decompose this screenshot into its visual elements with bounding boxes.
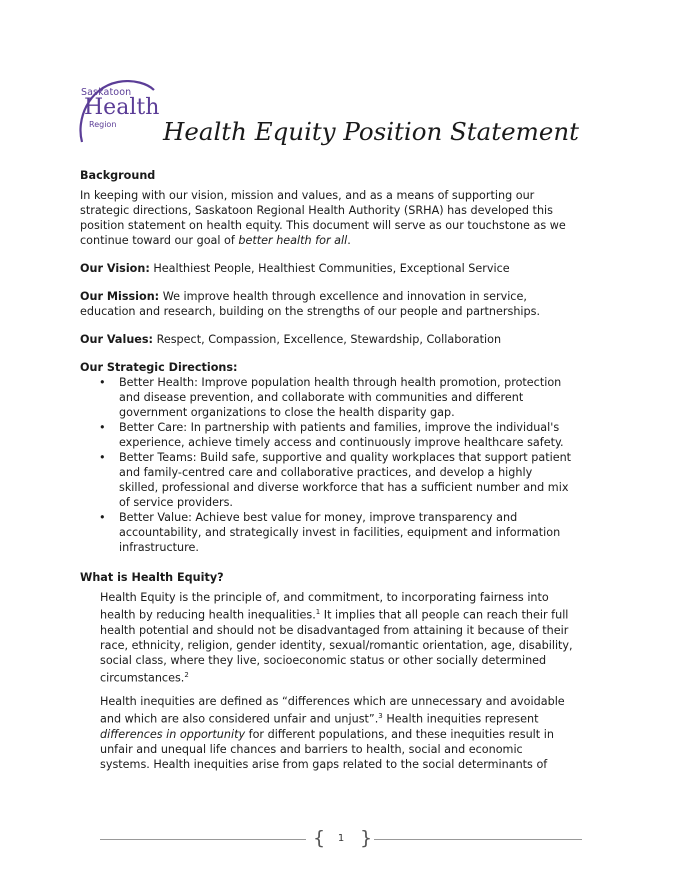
bullet-icon: • [99,376,106,389]
list-item-line: Better Value: Achieve best value for money, improve transparency and [119,511,518,524]
list-item-line: accountability, and strategically invest in facilities, equipment and information [119,526,561,539]
equity-heading: What is Health Equity? [80,571,224,584]
footer-rule-left [100,839,306,840]
logo-text-saskatoon: Saskatoon [81,87,132,98]
mission-statement [80,289,600,304]
list-item-line: government organizations to close the health disparity gap. [119,406,455,419]
list-item-line: Better Teams: Build safe, supportive and quality workplaces that support patient [119,451,572,464]
list-item [80,420,600,450]
background-line: In keeping with our vision, mission and values, and as a means of supporting our [80,189,535,202]
equity-paragraph-1 [80,590,600,685]
paragraph-line: Health Equity is the principle of, and commitment, to incorporating fairness into [100,591,549,604]
equity-paragraph-2 [80,694,600,772]
vision-statement [80,261,600,276]
paragraph-line [100,668,600,686]
background-line: position statement on health equity. This document will serve as our touchstone as we [80,219,566,232]
list-item-line: experience, achieve timely access and continuously improve healthcare safety. [119,436,564,449]
logo-text-health: Health [84,95,160,120]
list-item [80,510,600,555]
mission-line: education and research, building on the strengths of our people and partnerships. [80,305,541,318]
text-span: for different populations, and these inequities result in [245,728,554,742]
mission-text: We improve health through excellence and innovation in service, [159,290,527,303]
vision-label: Our Vision: [80,262,150,275]
footnote-ref: 2 [184,670,189,679]
emphasis-text: differences in opportunity [100,728,246,742]
vision-text: Healthiest People, Healthiest Communities, Exceptional Service [149,262,510,275]
background-line [80,233,600,248]
mission-label: Our Mission: [80,290,160,303]
text-span: health by reducing health inequalities. [100,608,316,622]
background-line: strategic directions, Saskatoon Regional Health Authority (SRHA) has developed this [80,204,553,217]
saskatoon-health-region-logo [76,80,160,146]
text-span: and which are also considered unfair and unjust”. [100,713,379,727]
footer-brace-left-icon: { [313,827,326,849]
list-item-line: and disease prevention, and collaborate with communities and different [119,391,524,404]
text-span: circumstances. [100,671,185,685]
paragraph-line: Health inequities are defined as “differences which are unnecessary and avoidable [100,695,565,709]
list-item-line: of service providers. [119,496,233,509]
logo-text-region: Region [89,120,117,129]
list-item [80,375,600,420]
text-span: It implies that all people can reach their full [320,608,569,622]
background-heading: Background [80,169,156,182]
values-text: Respect, Compassion, Excellence, Stewardship, Collaboration [153,333,502,346]
list-item [80,450,600,510]
directions-heading: Our Strategic Directions: [80,361,238,374]
values-statement [80,332,600,347]
list-item-line: Better Health: Improve population health through health promotion, protection [119,376,562,389]
paragraph-line: social class, where they live, socioeconomic status or other socially determined [100,653,547,667]
document-body [80,168,600,772]
paragraph-line: unfair and unequal life chances and barriers to health, social and economic [100,743,523,757]
list-item-line: Better Care: In partnership with patients and families, improve the individual's [119,421,560,434]
list-item-line: skilled, professional and diverse workforce that has a sufficient number and mix [119,481,569,494]
bullet-icon: • [99,421,106,434]
list-item-line: and family-centred care and collaborative practices, and develop a highly [119,466,533,479]
footnote-ref: 1 [315,608,321,616]
bullet-icon: • [99,511,106,524]
page-number: 1 [337,833,345,844]
values-label: Our Values: [80,333,154,346]
emphasis-text: better health for all [238,234,348,247]
paragraph-line: race, ethnicity, religion, gender identity, sexual/romantic orientation, age, disability, [100,638,573,652]
paragraph-line: systems. Health inequities arise from gaps related to the social determinants of [100,758,548,772]
text-span: Health inequities represent [382,713,539,727]
footer-rule-right [374,839,582,840]
bullet-icon: • [99,451,106,464]
footnote-ref: 3 [378,712,383,721]
paragraph-line [100,605,600,623]
list-item-line: infrastructure. [119,541,199,554]
footer-brace-right-icon: } [360,827,373,849]
text-span: continue toward our goal of [80,234,239,247]
page-title: Health Equity Position Statement [163,117,579,146]
text-span: . [347,234,351,247]
paragraph-line: health potential and should not be disadvantaged from attaining it because of their [100,623,569,637]
paragraph-line [100,727,600,742]
paragraph-line [100,709,600,727]
